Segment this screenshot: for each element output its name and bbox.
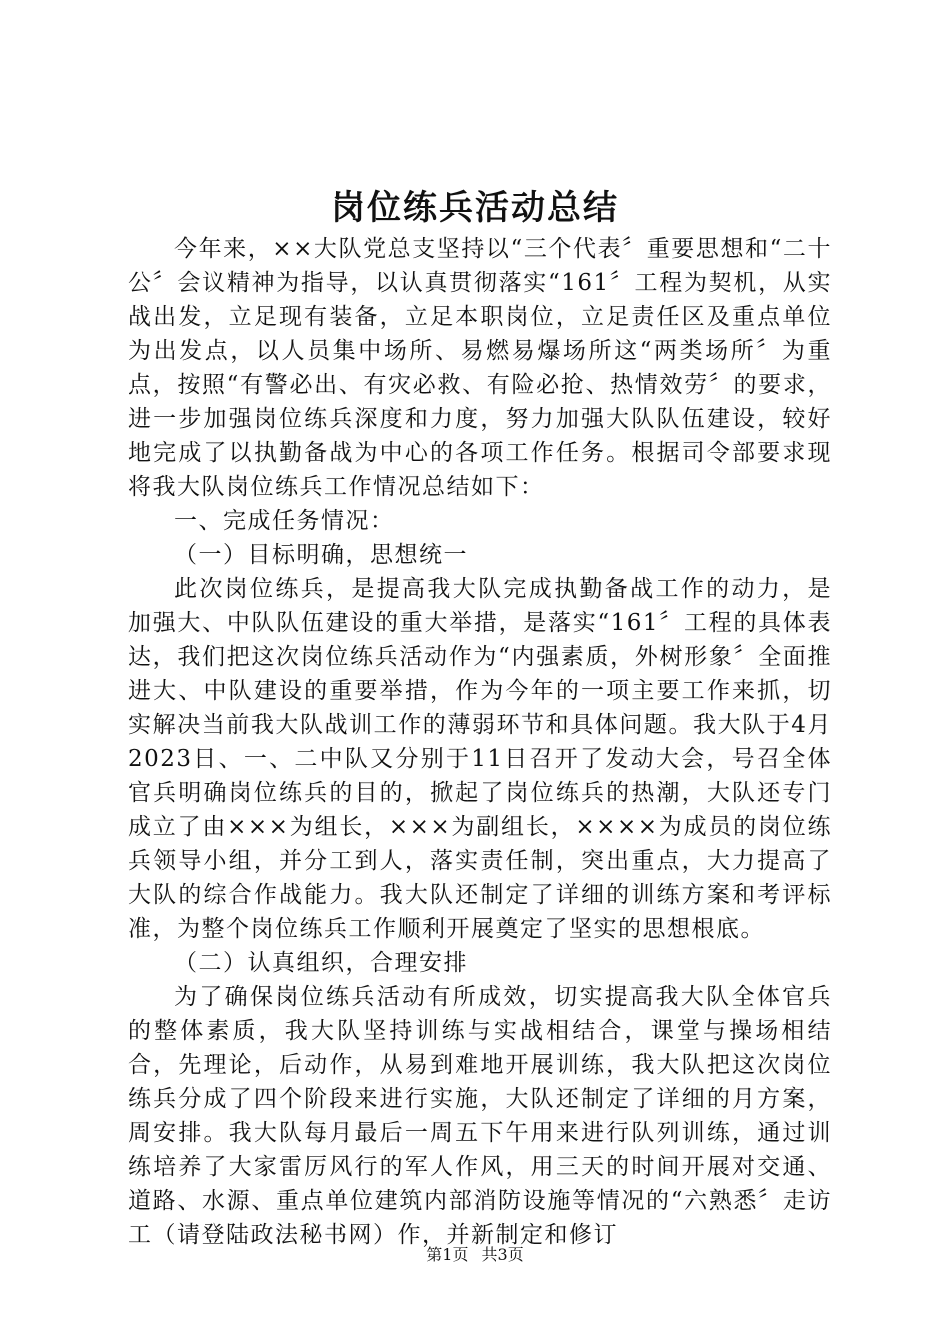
section-heading-1: 一、完成任务情况： — [174, 508, 395, 534]
document-title: 岗位练兵活动总结 — [331, 188, 619, 228]
subsection-heading-2: （二）认真组织，合理安排 — [174, 950, 468, 976]
body-paragraph-1: 此次岗位练兵，是提高我大队完成执勤备战工作的动力，是加强大、中队队伍建设的重大举措，是落实“161〞工程的具体表达，我们把这次岗位练兵活动作为“内强素质，外树形象〞全面推进大、中队建设的重要举措，作为今年的一项主要工作来抓，切实解决当前我大队战训工作的薄弱环节和具体问题。我大队于4月2023日、一、二中队又分别于11日召开了发动大会，号召全体官兵明确岗位练兵的目的，掀起了岗位练兵的热潮，大队还专门成立了由×××为组长，×××为副组长，××××为成员的岗位练兵领导小组，并分工到人，落实责任制，突出重点，大力提高了大队的综合作战能力。我大队还制定了详细的训练方案和考评标准，为整个岗位练兵工作顺利开展奠定了坚实的思想根底。 — [128, 576, 832, 942]
document-body — [128, 232, 832, 1252]
page-footer — [0, 1244, 950, 1266]
intro-paragraph: 今年来，××大队党总支坚持以“三个代表〞重要思想和“二十公〞会议精神为指导，以认真贯彻落实“161〞工程为契机，从实战出发，立足现有装备，立足本职岗位，立足责任区及重点单位为出发点，以人员集中场所、易燃易爆场所这“两类场所〞为重点，按照“有警必出、有灾必救、有险必抢、热情效劳〞的要求，进一步加强岗位练兵深度和力度，努力加强大队队伍建设，较好地完成了以执勤备战为中心的各项工作任务。根据司令部要求现将我大队岗位练兵工作情况总结如下： — [128, 236, 832, 500]
page-number-current: 第1页 — [426, 1245, 469, 1264]
subsection-heading-1: （一）目标明确，思想统一 — [174, 542, 468, 568]
body-paragraph-2: 为了确保岗位练兵活动有所成效，切实提高我大队全体官兵的整体素质，我大队坚持训练与实战相结合，课堂与操场相结合，先理论，后动作，从易到难地开展训练，我大队把这次岗位练兵分成了四个阶段来进行实施，大队还制定了详细的月方案，周安排。我大队每月最后一周五下午用来进行队列训练，通过训练培养了大家雷厉风行的军人作风，用三天的时间开展对交通、道路、水源、重点单位建筑内部消防设施等情况的“六熟悉〞走访工（请登陆政法秘书网）作，并新制定和修订 — [128, 984, 832, 1248]
page-number-total: 共3页 — [481, 1245, 524, 1264]
